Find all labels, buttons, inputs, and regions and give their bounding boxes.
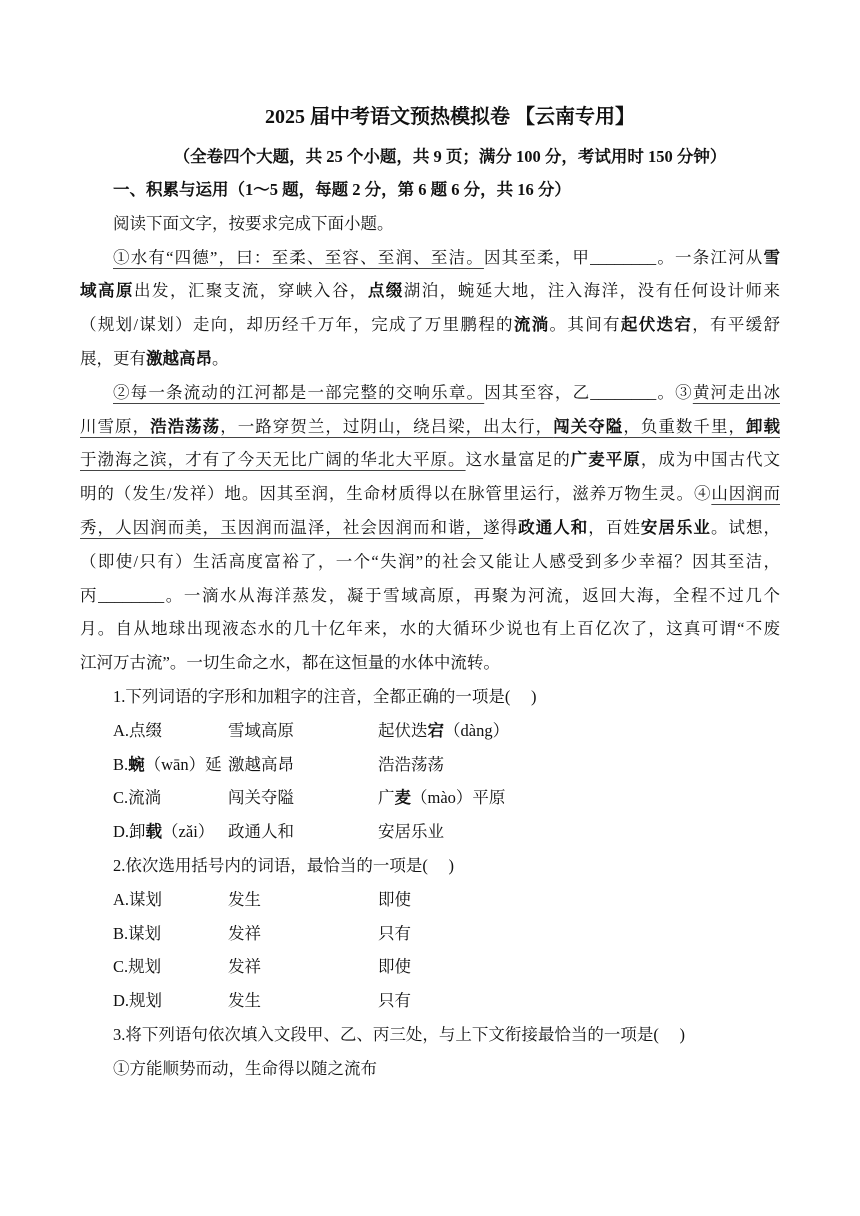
bold-term: 宕 xyxy=(427,720,444,740)
bold-term: 流淌 xyxy=(513,315,550,335)
option-label: C. xyxy=(113,957,129,977)
underlined-sentence: ，一路穿贺兰，过阴山，绕吕梁，出太行， xyxy=(220,416,554,436)
bold-term: 载 xyxy=(145,822,163,842)
question-stem: 2.依次选用括号内的词语，最恰当的一项是( ) xyxy=(113,855,454,875)
text-run: 卸 xyxy=(129,822,146,842)
bold-term: 雪 xyxy=(763,247,780,267)
text-run: （规划/谋划）走向，却历经千万年，完成了万里鹏程的 xyxy=(80,315,514,335)
bold-underlined-term: 浩浩荡荡 xyxy=(150,416,221,436)
option-cell xyxy=(113,984,228,1018)
text-run: ，成为中国古代文 xyxy=(640,450,780,470)
text-run: （zǎi） xyxy=(162,822,215,842)
option-cell xyxy=(228,950,378,984)
option-cell xyxy=(228,748,378,782)
exam-info: （全卷四个大题，共 25 个小题，共 9 页；满分 100 分，考试用时 150 分钟） xyxy=(173,147,727,166)
section-heading: 一、积累与运用（1～5 题，每题 2 分，第 6 题 6 分，共 16 分） xyxy=(113,180,571,199)
option-text xyxy=(129,991,162,1010)
passage-line xyxy=(80,410,780,444)
option-cell xyxy=(113,714,228,748)
text-run: 激越高昂 xyxy=(228,754,294,774)
bold-term: 蜿 xyxy=(128,754,145,774)
passage-line xyxy=(80,477,780,511)
text-run: 流淌 xyxy=(128,788,162,808)
underlined-sentence: 于渤海之滨，才有了今天无比广阔的华北大平原。 xyxy=(80,450,466,470)
text-run: 江河万古流”。一切生命之水，都在这恒量的水体中流转。 xyxy=(80,653,500,673)
passage-line xyxy=(80,545,780,579)
option-cell xyxy=(228,883,378,917)
option-text xyxy=(129,822,214,841)
section-1 xyxy=(80,173,780,1086)
option-a xyxy=(80,714,780,748)
passage-line xyxy=(80,342,780,376)
text-run: 丙________。一滴水从海洋蒸发，凝于雪域高原，再聚为河流，返回大海，全程不过几个 xyxy=(80,585,780,605)
option-cell xyxy=(113,950,228,984)
option-text xyxy=(128,957,161,976)
option-cell xyxy=(113,883,228,917)
text-run: 。其间有 xyxy=(549,315,621,335)
text-run: 起伏迭 xyxy=(378,720,428,740)
text-run: 发祥 xyxy=(228,957,261,977)
bold-underlined-term: 卸载 xyxy=(746,416,780,436)
passage-line xyxy=(80,443,780,477)
text-run: 即使 xyxy=(378,957,411,977)
option-cell xyxy=(378,815,444,849)
option-a xyxy=(80,883,780,917)
underlined-sentence: ②每一条流动的江河都是一部完整的交响乐章。 xyxy=(113,382,485,402)
text-run: 即使 xyxy=(378,889,411,909)
underlined-sentence: ，负重数千里， xyxy=(623,416,747,436)
text-run: 因其至柔，甲________。一条江河从 xyxy=(483,247,764,267)
option-text xyxy=(128,788,161,807)
option-cell xyxy=(228,781,378,815)
option-cell xyxy=(378,714,509,748)
underlined-sentence: 川雪原， xyxy=(80,416,151,436)
text-run: 。试想， xyxy=(710,517,780,537)
bold-term: 政通人和 xyxy=(518,517,589,537)
text-run: （mào）平原 xyxy=(411,788,506,808)
bold-term: 点缀 xyxy=(367,281,404,301)
text-run: 点缀 xyxy=(129,720,163,740)
passage-line xyxy=(80,274,780,308)
passage-line xyxy=(80,376,780,410)
option-label: A. xyxy=(113,720,130,740)
option-cell xyxy=(228,984,378,1018)
option-cell xyxy=(378,984,411,1018)
option-d xyxy=(80,984,780,1018)
option-text xyxy=(129,890,162,909)
text-run: （即使/只有）生活高度富裕了，一个“失润”的社会又能让人感受到多少幸福？因其至洁， xyxy=(80,551,780,571)
option-label: D. xyxy=(113,822,130,842)
passage-line xyxy=(80,241,780,275)
question-stem: 3.将下列语句依次填入文段甲、乙、丙三处，与上下文衔接最恰当的一项是( ) xyxy=(113,1024,685,1044)
text-run: 发生 xyxy=(228,889,261,909)
question-stem: 1.下列词语的字形和加粗字的注音，全都正确的一项是( ) xyxy=(113,686,537,706)
option-cell xyxy=(228,714,378,748)
bold-term: 安居乐业 xyxy=(640,517,711,537)
text-run: （wān）延 xyxy=(144,754,222,774)
option-cell xyxy=(378,950,411,984)
option-c xyxy=(80,950,780,984)
option-b xyxy=(80,917,780,951)
option-cell xyxy=(228,917,378,951)
text-run: ，有平缓舒 xyxy=(692,315,780,335)
option-text xyxy=(129,721,162,740)
text-run: 谋划 xyxy=(128,923,162,943)
option-label: D. xyxy=(113,991,130,1011)
bold-term: 广麦平原 xyxy=(570,450,641,470)
text-run: 遂得 xyxy=(483,517,519,537)
text-run: （dàng） xyxy=(444,720,510,740)
option-b xyxy=(80,748,780,782)
text-run: 展，更有 xyxy=(80,348,146,368)
text-run: 浩浩荡荡 xyxy=(378,754,444,774)
bold-term: 域高原 xyxy=(80,281,134,301)
option-cell xyxy=(378,781,505,815)
option-text xyxy=(128,924,161,943)
option-cell xyxy=(113,815,228,849)
option-cell xyxy=(378,917,411,951)
underlined-sentence: 秀，人因润而美，玉因润而温泽，社会因润而和谐， xyxy=(80,517,484,537)
option-label: C. xyxy=(113,788,129,808)
text-run: 湖泊，蜿延大地，注入海洋，没有任何设计师来 xyxy=(403,281,780,301)
bold-underlined-term: 闯关夺隘 xyxy=(553,416,624,436)
text-run: 谋划 xyxy=(129,889,163,909)
option-label: B. xyxy=(113,754,129,774)
bold-term: 麦 xyxy=(394,788,411,808)
option-cell xyxy=(378,748,444,782)
text-run: 月。自从地球出现液态水的几十亿年来，水的大循环少说也有上百亿次了，这真可谓“不废 xyxy=(80,619,780,639)
text-run: 安居乐业 xyxy=(378,822,444,842)
passage-line xyxy=(80,579,780,613)
option-cell xyxy=(113,917,228,951)
passage-line xyxy=(80,646,780,680)
option-text xyxy=(128,755,222,774)
option-d xyxy=(80,815,780,849)
passage-line xyxy=(80,612,780,646)
text-run: 闯关夺隘 xyxy=(228,788,294,808)
option-cell xyxy=(378,883,411,917)
text-run: 规划 xyxy=(128,957,162,977)
bold-term: 激越高昂 xyxy=(146,348,212,368)
paragraph-1 xyxy=(80,241,780,376)
text-run: 发生 xyxy=(228,991,261,1011)
underlined-sentence: ①水有“四德”，曰：至柔、至容、至润、至洁。 xyxy=(113,247,484,267)
text-run: 政通人和 xyxy=(228,822,294,842)
reading-instruction: 阅读下面文字，按要求完成下面小题。 xyxy=(113,213,394,233)
option-cell xyxy=(228,815,378,849)
page-title: 2025 届中考语文预热模拟卷 【云南专用】 xyxy=(265,106,635,128)
underlined-sentence: 黄河走出冰 xyxy=(692,382,780,402)
question-3 xyxy=(80,1018,780,1086)
question-1 xyxy=(80,680,780,849)
text-run: 这水量富足的 xyxy=(465,450,571,470)
question-2 xyxy=(80,849,780,1018)
underlined-sentence: 山因润而 xyxy=(711,484,780,504)
text-run: 因其至容，乙________。③ xyxy=(484,382,693,402)
text-run: 发祥 xyxy=(228,923,261,943)
sentence-item: ①方能顺势而动，生命得以随之流布 xyxy=(113,1058,377,1078)
text-run: 明的（发生/发祥）地。因其至润，生命材质得以在脉管里运行，滋养万物生灵。④ xyxy=(80,484,712,504)
option-label: A. xyxy=(113,889,130,909)
text-run: 规划 xyxy=(129,991,163,1011)
option-cell xyxy=(113,781,228,815)
text-run: ，百姓 xyxy=(588,517,641,537)
text-run: 只有 xyxy=(378,991,411,1011)
text-run: 出发，汇聚支流，穿峡入谷， xyxy=(133,281,368,301)
option-label: B. xyxy=(113,923,129,943)
paragraph-2 xyxy=(80,376,780,680)
passage-line xyxy=(80,511,780,545)
passage-line xyxy=(80,308,780,342)
bold-term: 起伏迭宕 xyxy=(620,315,693,335)
text-run: 只有 xyxy=(378,923,411,943)
option-cell xyxy=(113,748,228,782)
text-run: 雪域高原 xyxy=(228,720,294,740)
text-run: 。 xyxy=(212,348,229,368)
text-run: 广 xyxy=(378,788,395,808)
option-c xyxy=(80,781,780,815)
